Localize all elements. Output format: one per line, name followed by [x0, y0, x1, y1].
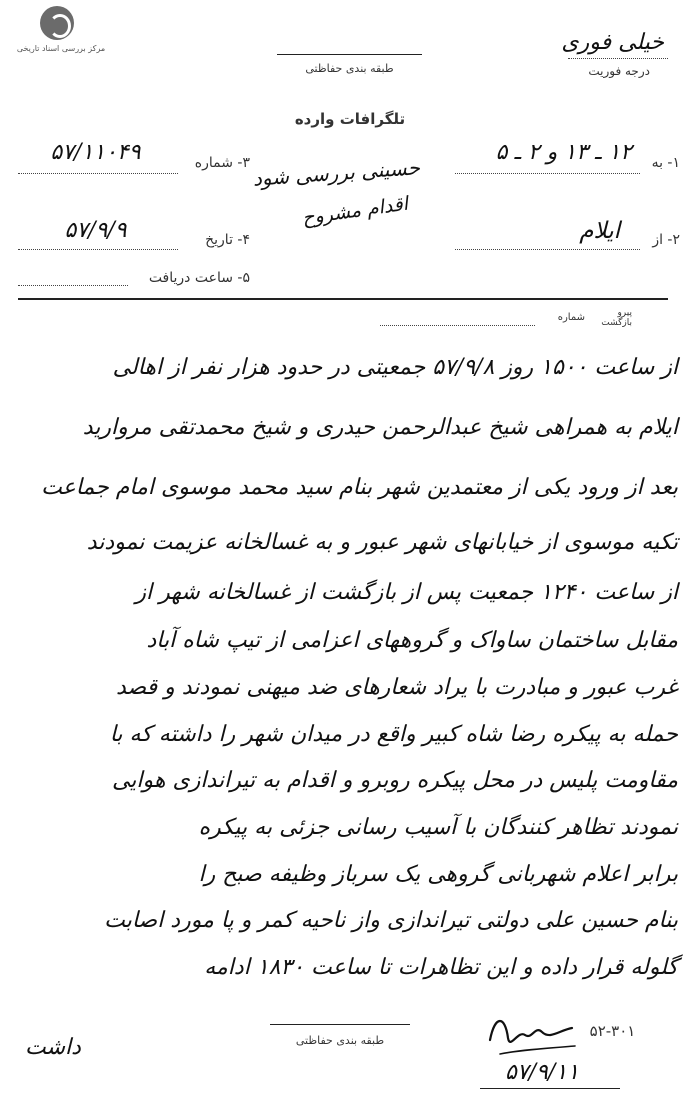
archive-logo-icon [40, 6, 74, 40]
field4-value: ۵۷/۹/۹ [64, 218, 127, 243]
form-title: تلگرافات وارده [294, 110, 406, 128]
body-line: مقابل ساختمان ساواک و گروههای اعزامی از تیپ شاه آباد [146, 628, 678, 653]
signature-date: ۵۷/۹/۱۱ [505, 1060, 579, 1085]
ref-number-label: شماره [557, 312, 585, 323]
signature-date-underline [480, 1088, 620, 1089]
body-line: از ساعت ۱۲۴۰ جمعیت پس از بازگشت از غسالخانه شهر از [135, 580, 678, 605]
signature [480, 1010, 580, 1065]
body-line-last: داشت [25, 1035, 81, 1060]
field2-dotted-line [455, 249, 640, 250]
field1-value: ۱۲ ـ ۱۳ و ۲ ـ ۵ [495, 140, 632, 165]
classification-top: طبقه بندی حفاظتی [305, 62, 394, 75]
field4-dotted-line [18, 249, 178, 250]
body-line: از ساعت ۱۵۰۰ روز ۵۷/۹/۸ جمعیتی در حدود هزار نفر از اهالی [112, 355, 678, 380]
classification-bottom: طبقه بندی حفاظتی [295, 1034, 385, 1047]
classification-bottom-rule [270, 1024, 410, 1025]
priority-handwritten: خیلی فوری [561, 30, 664, 55]
priority-dotted-line [568, 58, 668, 59]
priority-label: درجه فوریت [588, 64, 650, 78]
field3-value: ۵۷/۱۱۰۴۹ [50, 140, 141, 165]
body-line: بعد از ورود یکی از معتمدین شهر بنام سید محمد موسوی امام جماعت [41, 475, 678, 500]
ref-dotted-line [380, 325, 535, 326]
center-note-2: اقدام مشروح [300, 192, 410, 230]
body-line: نمودند تظاهر کنندگان با آسیب رسانی جزئی به پیکره [198, 815, 678, 840]
footer-code: ۵۲-۳۰۱ [589, 1022, 636, 1040]
header-divider [18, 298, 668, 300]
ref-label-top: پیرو [617, 308, 632, 318]
body-line: ایلام به همراهی شیخ عبدالرحمن حیدری و شیخ محمدتقی مروارید [82, 415, 678, 440]
archive-logo-text: مرکز بررسی اسناد تاریخی [16, 44, 106, 53]
field1-label: ۱- به [651, 155, 680, 171]
field1-dotted-line [455, 173, 640, 174]
field5-label: ۵- ساعت دریافت [148, 270, 250, 286]
field2-value: ایلام [579, 218, 620, 244]
body-line: حمله به پیکره رضا شاه کبیر واقع در میدان شهر را داشته که با [109, 722, 678, 747]
classification-top-rule [277, 54, 422, 55]
body-line: بنام حسین علی دولتی تیراندازی واز ناحیه کمر و پا مورد اصابت [104, 908, 678, 933]
body-line: تکیه موسوی از خیابانهای شهر عبور و به غسالخانه عزیمت نمودند [86, 530, 678, 555]
body-line: مقاومت پلیس در محل پیکره روبرو و اقدام به تیراندازی هوایی [111, 768, 678, 793]
body-line: برابر اعلام شهربانی گروهی یک سرباز وظیفه صبح را [198, 862, 678, 887]
field5-dotted-line [18, 285, 128, 286]
field2-label: ۲- از [652, 232, 680, 248]
archive-logo [6, 6, 116, 58]
body-line: غرب عبور و مبادرت با یراد شعارهای ضد میهنی نمودند و قصد [115, 675, 678, 700]
center-note-1: حسینی بررسی شود [252, 155, 421, 191]
ref-label-bottom: بازگشت [601, 318, 632, 328]
field3-label: ۳- شماره [194, 155, 250, 171]
body-line: گلوله قرار داده و این تظاهرات تا ساعت ۱۸۳۰ ادامه [204, 955, 678, 980]
field3-dotted-line [18, 173, 178, 174]
field4-label: ۴- تاریخ [205, 232, 250, 248]
